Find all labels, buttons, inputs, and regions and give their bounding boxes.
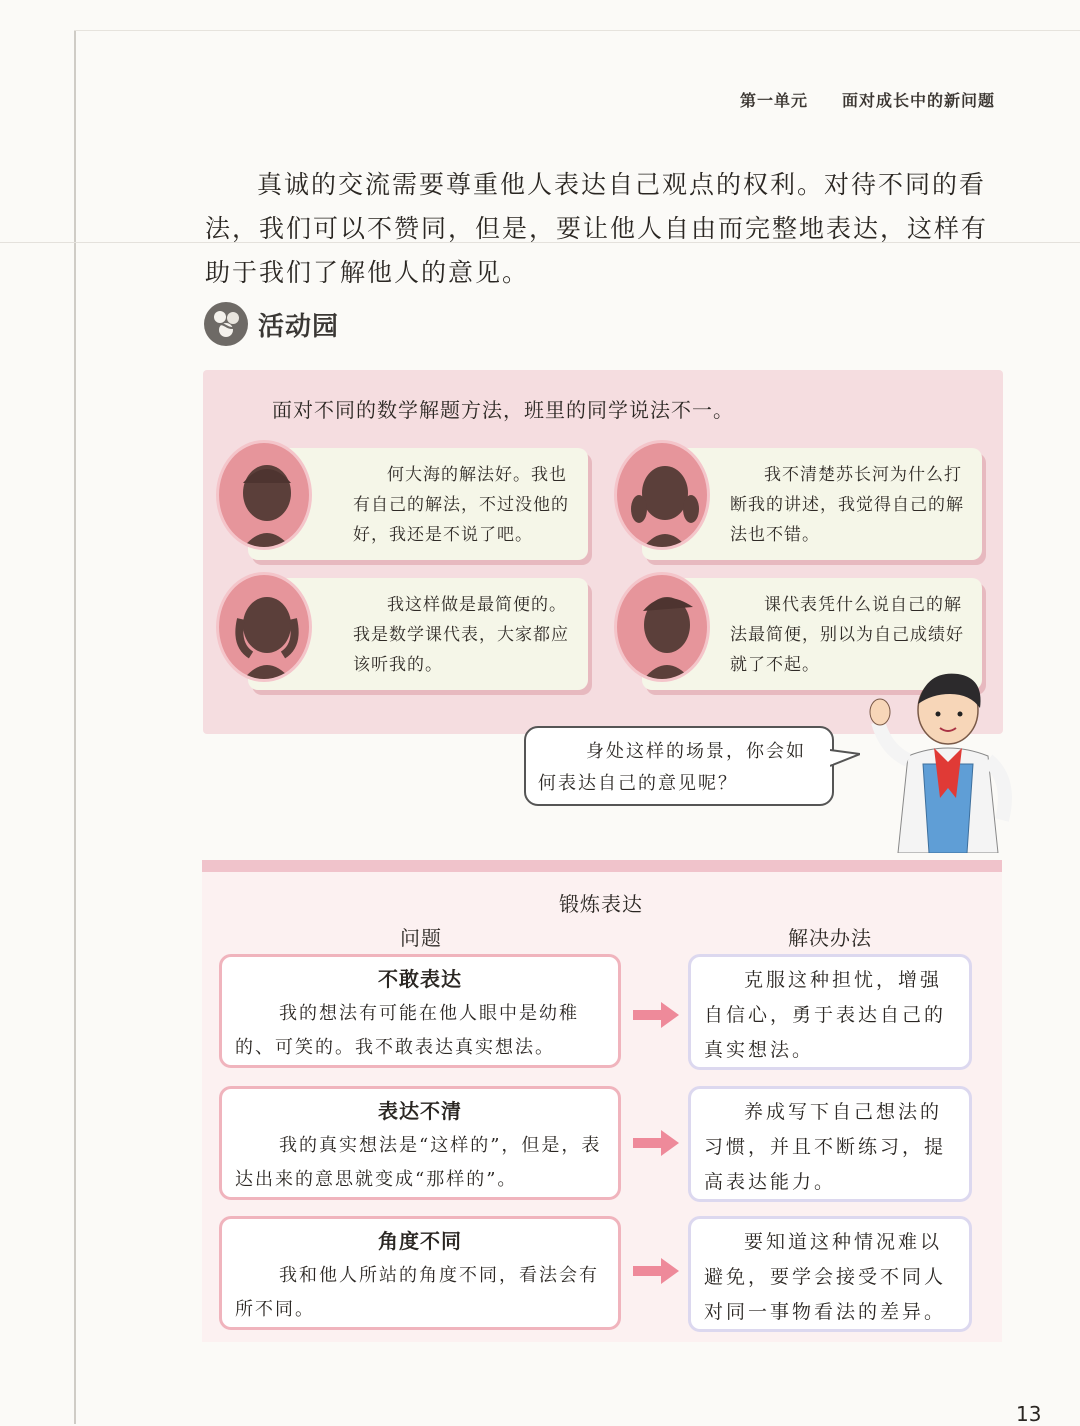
arrow-right-icon bbox=[633, 1258, 679, 1284]
solution-text-2: 养成写下自己想法的习惯，并且不断练习，提高表达能力。 bbox=[704, 1101, 947, 1193]
boy-side-silhouette-icon bbox=[614, 572, 710, 682]
activity-lead: 面对不同的数学解题方法，班里的同学说法不一。 bbox=[272, 398, 734, 422]
question-bubble bbox=[524, 726, 834, 806]
section-divider bbox=[202, 860, 1002, 872]
problem-box-3 bbox=[219, 1216, 621, 1330]
opinion-text-4: 课代表凭什么说自己的解法最简便，别以为自己成绩好就了不起。 bbox=[730, 595, 964, 675]
girl-silhouette-icon bbox=[216, 572, 312, 682]
solution-column-header: 解决办法 bbox=[788, 926, 872, 950]
running-header bbox=[740, 88, 995, 111]
problem-text-1: 我的想法有可能在他人眼中是幼稚的、可笑的。我不敢表达真实想法。 bbox=[235, 1003, 579, 1058]
solution-box-2 bbox=[688, 1086, 972, 1202]
activity-title: 活动园 bbox=[258, 311, 340, 342]
problem-title-2: 表达不清 bbox=[378, 1099, 462, 1123]
problem-text-3: 我和他人所站的角度不同，看法会有所不同。 bbox=[235, 1265, 599, 1320]
unit-label: 第一单元 bbox=[740, 91, 809, 110]
problem-text-2: 我的真实想法是“这样的”，但是，表达出来的意思就变成“那样的”。 bbox=[235, 1135, 602, 1190]
girl-pigtails-silhouette-icon bbox=[614, 440, 710, 550]
question-text: 身处这样的场景，你会如何表达自己的意见呢？ bbox=[538, 741, 806, 794]
problem-title-1: 不敢表达 bbox=[378, 967, 462, 991]
opinion-text-1: 何大海的解法好。我也有自己的解法，不过没他的好，我还是不说了吧。 bbox=[353, 465, 569, 545]
problem-box-2 bbox=[219, 1086, 621, 1200]
solution-text-3: 要知道这种情况难以避免，要学会接受不同人对同一事物看法的差异。 bbox=[704, 1231, 947, 1323]
page-top-border bbox=[74, 30, 1080, 31]
boy-silhouette-icon bbox=[216, 440, 312, 550]
solution-box-1 bbox=[688, 954, 972, 1070]
activity-heading bbox=[204, 302, 339, 346]
speech-tail-icon bbox=[830, 748, 860, 768]
opinion-text-3: 我这样做是最简便的。我是数学课代表，大家都应该听我的。 bbox=[353, 595, 569, 675]
page-number: 13 bbox=[1016, 1402, 1042, 1426]
problem-box-1 bbox=[219, 954, 621, 1068]
group-hands-icon bbox=[204, 302, 248, 346]
unit-topic: 面对成长中的新问题 bbox=[842, 91, 996, 110]
problem-title-3: 角度不同 bbox=[378, 1229, 462, 1253]
opinion-text-2: 我不清楚苏长河为什么打断我的讲述，我觉得自己的解法也不错。 bbox=[730, 465, 964, 545]
intro-paragraph: 真诚的交流需要尊重他人表达自己观点的权利。对待不同的看法，我们可以不赞同，但是，要让他人自由而完整地表达，这样有助于我们了解他人的意见。 bbox=[205, 170, 989, 287]
practice-title: 锻炼表达 bbox=[559, 892, 643, 916]
arrow-right-icon bbox=[633, 1130, 679, 1156]
solution-text-1: 克服这种担忧，增强自信心，勇于表达自己的真实想法。 bbox=[704, 969, 947, 1061]
solution-box-3 bbox=[688, 1216, 972, 1332]
boy-student-illustration bbox=[868, 668, 1028, 853]
problem-column-header: 问题 bbox=[400, 926, 442, 950]
page-edge bbox=[74, 30, 76, 1424]
arrow-right-icon bbox=[633, 1002, 679, 1028]
